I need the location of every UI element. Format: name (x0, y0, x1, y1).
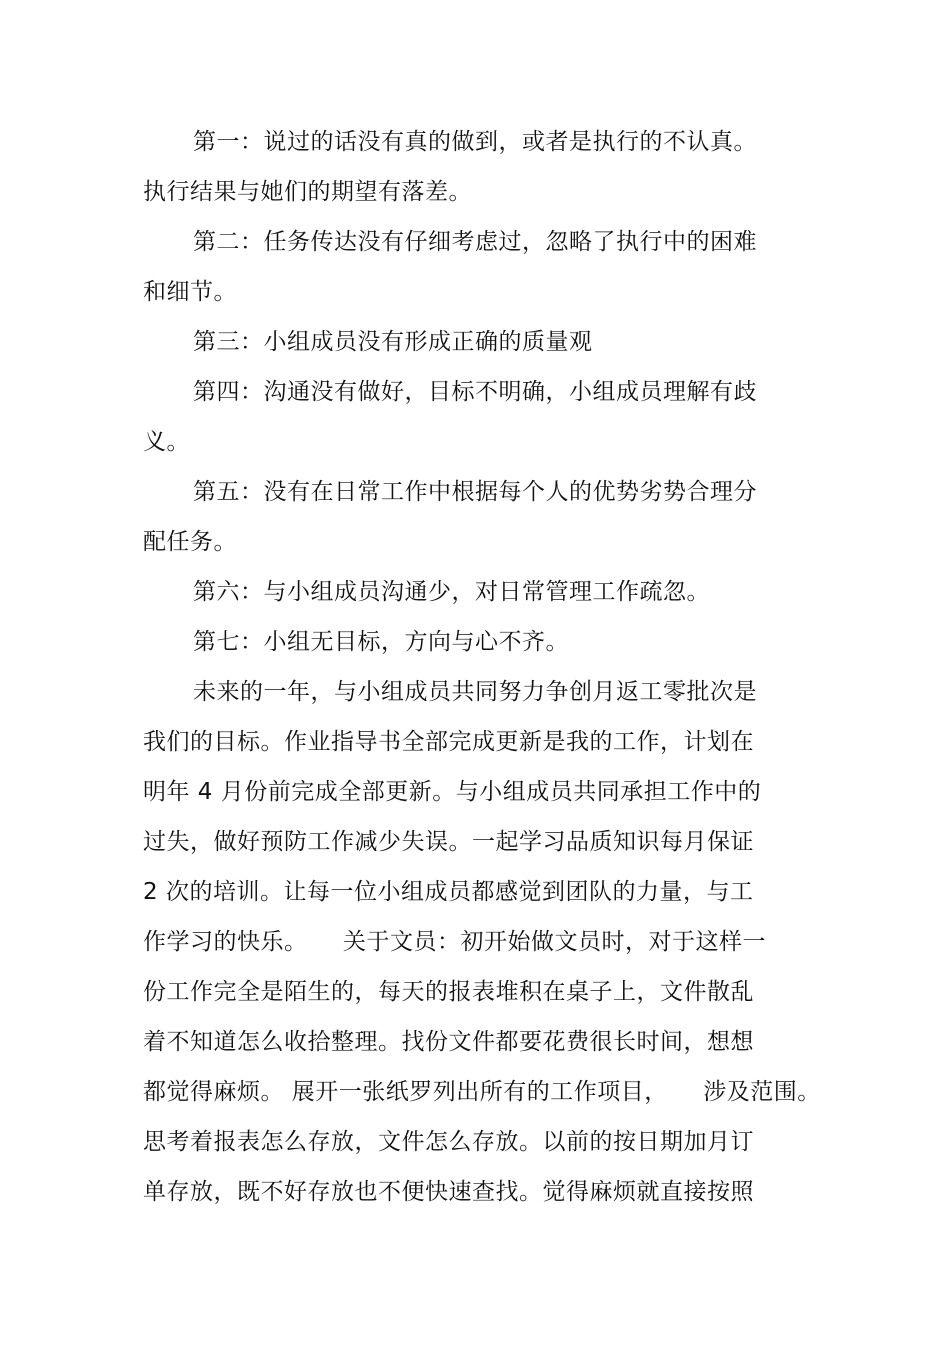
text-line-5: 第三：小组成员没有形成正确的质量观 (193, 329, 593, 355)
text-line-13: 我们的目标。作业指导书全部完成更新是我的工作，计划在 (143, 729, 754, 755)
text-line-11: 第七：小组无目标，方向与心不齐。 (193, 629, 569, 655)
text-line-16: 2 次的培训。让每一位小组成员都感觉到团队的力量，与工 (143, 879, 754, 905)
text-line-19: 着不知道怎么收拾整理。找份文件都要花费很长时间，想想 (143, 1029, 754, 1055)
text-line-7: 义。 (143, 429, 190, 455)
text-line-12: 未来的一年，与小组成员共同努力争创月返工零批次是 (193, 679, 757, 705)
text-line-14: 明年 4 月份前完成全部更新。与小组成员共同承担工作中的 (143, 779, 762, 805)
text-line-18: 份工作完全是陌生的，每天的报表堆积在桌子上，文件散乱 (143, 979, 754, 1005)
text-line-15: 过失，做好预防工作减少失误。一起学习品质知识每月保证 (143, 829, 754, 855)
text-line-21: 思考着报表怎么存放，文件怎么存放。以前的按日期加月订 (143, 1129, 754, 1155)
text-line-4: 和细节。 (143, 279, 237, 305)
text-line-17: 作学习的快乐。 关于文员：初开始做文员时，对于这样一 (143, 929, 766, 955)
text-line-20: 都觉得麻烦。 展开一张纸罗列出所有的工作项目， 涉及范围。 (143, 1079, 821, 1105)
text-line-2: 执行结果与她们的期望有落差。 (143, 179, 472, 205)
text-line-8: 第五：没有在日常工作中根据每个人的优势劣势合理分 (193, 479, 757, 505)
text-line-10: 第六：与小组成员沟通少，对日常管理工作疏忽。 (193, 579, 710, 605)
text-line-1: 第一：说过的话没有真的做到，或者是执行的不认真。 (193, 129, 757, 155)
text-line-6: 第四：沟通没有做好，目标不明确，小组成员理解有歧 (193, 379, 757, 405)
text-line-3: 第二：任务传达没有仔细考虑过，忽略了执行中的困难 (193, 229, 757, 255)
text-line-22: 单存放，既不好存放也不便快速查找。觉得麻烦就直接按照 (143, 1179, 754, 1205)
text-line-9: 配任务。 (143, 529, 237, 555)
